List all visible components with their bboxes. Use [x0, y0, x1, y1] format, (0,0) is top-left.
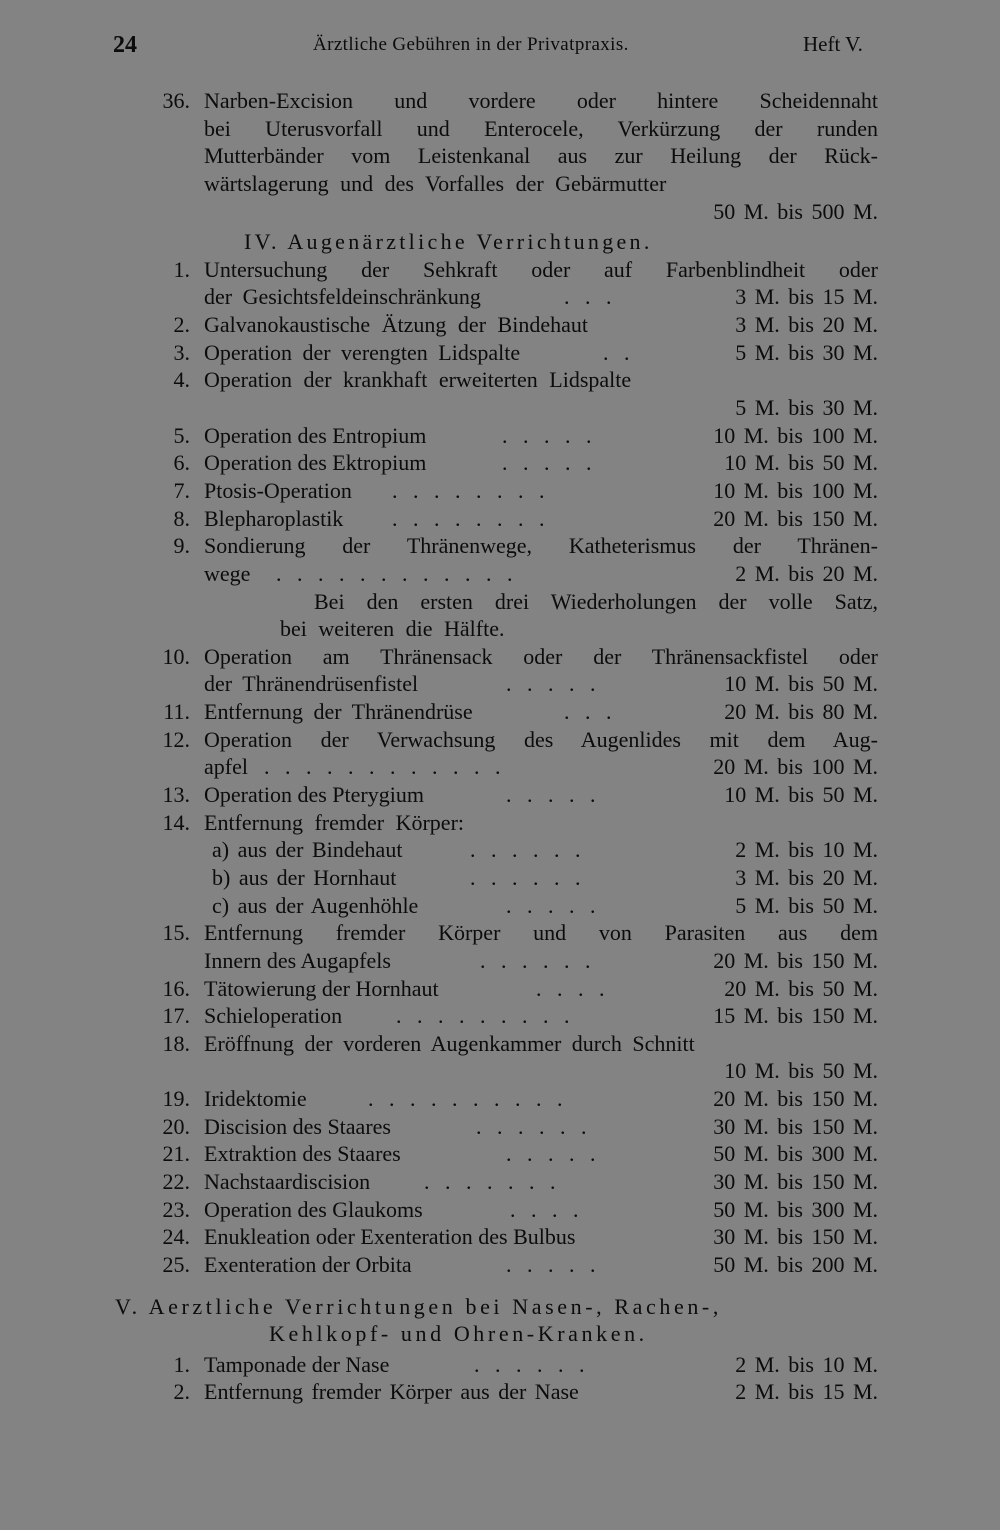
entry-line: [0, 1002, 1000, 1030]
section-heading: [0, 228, 1000, 256]
entry-line: [0, 1030, 1000, 1058]
leader-dots: . . . . .: [502, 422, 597, 448]
entry-fee: 10 M. bis 100 M.: [713, 477, 878, 503]
entry-number: 12.: [162, 726, 190, 752]
sub-entry: [0, 836, 1000, 864]
section-heading: [0, 1320, 1000, 1348]
page-body: [0, 87, 1000, 1406]
entry-fee: 3 M. bis 20 M.: [735, 312, 878, 338]
entry-fee: 2 M. bis 10 M.: [735, 837, 878, 863]
entry-line: [0, 449, 1000, 477]
entry-line: [0, 781, 1000, 809]
entry-text: Entfernung fremder Körper und von Parasiten aus dem: [204, 920, 878, 946]
sub-entry: [0, 892, 1000, 920]
entry-number: 7.: [173, 477, 190, 503]
entry-number: 25.: [162, 1251, 190, 1277]
entry-line: [0, 311, 1000, 339]
entry-number: 11.: [163, 699, 190, 725]
entry-number: 1.: [173, 256, 190, 282]
entry-text: Ptosis-Operation: [204, 477, 352, 503]
leader-dots: . . . . . .: [470, 864, 586, 890]
entry-fee: 2 M. bis 20 M.: [735, 560, 878, 586]
leader-dots: . .: [603, 339, 635, 365]
entry-text: bei Uterusvorfall und Enterocele, Verkürzung der runden: [204, 115, 878, 141]
entry-line: [0, 1351, 1000, 1379]
entry-number: 1.: [173, 1351, 190, 1377]
entry-fee: 30 M. bis 150 M.: [713, 1113, 878, 1139]
entry-fee: 10 M. bis 50 M.: [724, 1058, 878, 1084]
entry-line: [0, 505, 1000, 533]
leader-dots: . . . . . . . . . . . .: [264, 754, 506, 780]
leader-dots: . . . . . . . .: [392, 477, 550, 503]
entry-number: 17.: [162, 1003, 190, 1029]
entry-text: Operation des Entropium: [204, 422, 427, 448]
entry-text: Innern des Augapfels: [204, 947, 391, 973]
entry-text: Iridektomie: [204, 1086, 307, 1112]
running-header: [0, 32, 1000, 62]
entry-fee: 20 M. bis 80 M.: [724, 699, 878, 725]
page-number: 24: [113, 32, 137, 58]
entry-fee: 30 M. bis 150 M.: [713, 1168, 878, 1194]
entry-number: 6.: [173, 450, 190, 476]
entry-number: 24.: [162, 1224, 190, 1250]
entry-text: Discision des Staares: [204, 1113, 391, 1139]
entry-text: Tamponade der Nase: [204, 1351, 390, 1377]
entry-line: [0, 1378, 1000, 1406]
entry-fee: 10 M. bis 50 M.: [724, 671, 878, 697]
entry-number: 13.: [162, 782, 190, 808]
entry-line: [0, 477, 1000, 505]
entry-text: Galvanokaustische Ätzung der Bindehaut: [204, 312, 588, 338]
leader-dots: . . . . . .: [480, 947, 596, 973]
entry-fee: 20 M. bis 150 M.: [713, 947, 878, 973]
sub-entry-text: b) aus der Hornhaut: [212, 864, 397, 890]
note-text: bei weiteren die Hälfte.: [280, 616, 505, 642]
entry-line: [0, 753, 1000, 781]
entry-line: [0, 947, 1000, 975]
leader-dots: . . . . . . . . . .: [368, 1086, 568, 1112]
entry-number: 2.: [173, 1379, 190, 1405]
entry-line: [0, 170, 1000, 198]
entry-line: [0, 1140, 1000, 1168]
leader-dots: . . . . . .: [470, 837, 586, 863]
running-title: Ärztliche Gebühren in der Privatpraxis.: [313, 34, 629, 55]
entry-number: 15.: [162, 920, 190, 946]
entry-number: 20.: [162, 1113, 190, 1139]
entry-text: Operation am Thränensack oder der Thränensackfistel oder: [204, 643, 878, 669]
entry-line: [0, 1113, 1000, 1141]
sub-entry-text: a) aus der Bindehaut: [212, 837, 403, 863]
entry-fee: 50 M. bis 200 M.: [713, 1251, 878, 1277]
entry-text: der Gesichtsfeldeinschränkung: [204, 284, 481, 310]
entry-number: 14.: [162, 809, 190, 835]
leader-dots: . . . . . . . . . . . .: [276, 560, 518, 586]
entry-line: [0, 1168, 1000, 1196]
entry-line: [0, 809, 1000, 837]
entry-number: 22.: [162, 1168, 190, 1194]
entry-line: [0, 670, 1000, 698]
entry-fee: 5 M. bis 30 M.: [735, 339, 878, 365]
entry-text: Tätowierung der Hornhaut: [204, 975, 439, 1001]
entry-text: Schieloperation: [204, 1003, 343, 1029]
section-title-continued: Kehlkopf- und Ohren-Kranken.: [269, 1321, 648, 1347]
entry-fee: 50 M. bis 300 M.: [713, 1141, 878, 1167]
entry-fee: 20 M. bis 150 M.: [713, 1086, 878, 1112]
entry-fee: 2 M. bis 15 M.: [735, 1379, 878, 1405]
entry-number: 23.: [162, 1196, 190, 1222]
entry-fee: 5 M. bis 30 M.: [735, 395, 878, 421]
section-title: IV. Augenärztliche Verrichtungen.: [244, 229, 653, 255]
entry-line: [0, 115, 1000, 143]
entry-text: der Thränendrüsenfistel: [204, 671, 419, 697]
entry-number: 18.: [162, 1030, 190, 1056]
entry-line: [0, 394, 1000, 422]
leader-dots: . . . . . . . .: [392, 505, 550, 531]
entry-text: Eröffnung der vorderen Augenkammer durch Schnitt: [204, 1030, 695, 1056]
entry-line: [0, 198, 1000, 226]
entry-fee: 50 M. bis 500 M.: [713, 198, 878, 224]
entry-text: apfel: [204, 754, 248, 780]
entry-line: [0, 1057, 1000, 1085]
entry-line: [0, 87, 1000, 115]
entry-number: 3.: [173, 339, 190, 365]
entry-number: 21.: [162, 1141, 190, 1167]
leader-dots: . . . .: [510, 1196, 584, 1222]
entry-text: Exenteration der Orbita: [204, 1251, 412, 1277]
entry-number: 10.: [162, 643, 190, 669]
note-text: Bei den ersten drei Wiederholungen der volle Satz,: [314, 588, 878, 614]
entry-line: [0, 919, 1000, 947]
entry-line: [0, 1196, 1000, 1224]
entry-fee: 50 M. bis 300 M.: [713, 1196, 878, 1222]
leader-dots: . . . . .: [506, 1141, 601, 1167]
entry-fee: 10 M. bis 50 M.: [724, 782, 878, 808]
entry-number: 8.: [173, 505, 190, 531]
entry-fee: 5 M. bis 50 M.: [735, 892, 878, 918]
entry-number: 19.: [162, 1086, 190, 1112]
leader-dots: . . . . . .: [476, 1113, 592, 1139]
entry-line: [0, 560, 1000, 588]
entry-line: [0, 422, 1000, 450]
entry-text: Untersuchung der Sehkraft oder auf Farbenblindheit oder: [204, 256, 878, 282]
entry-line: [0, 643, 1000, 671]
leader-dots: . . . . .: [506, 782, 601, 808]
entry-fee: 2 M. bis 10 M.: [735, 1351, 878, 1377]
entry-note: [0, 588, 1000, 616]
entry-text: Sondierung der Thränenwege, Katheterismus der Thränen-: [204, 533, 878, 559]
leader-dots: . . . . . . .: [424, 1168, 561, 1194]
entry-text: Entfernung fremder Körper:: [204, 809, 465, 835]
entry-line: [0, 1085, 1000, 1113]
entry-text: Entfernung der Thränendrüse: [204, 699, 473, 725]
entry-fee: 20 M. bis 100 M.: [713, 754, 878, 780]
entry-line: [0, 1223, 1000, 1251]
entry-text: Nachstaardiscision: [204, 1168, 371, 1194]
entry-text: Mutterbänder vom Leistenkanal aus zur Heilung der Rück-: [204, 143, 878, 169]
entry-fee: 30 M. bis 150 M.: [713, 1224, 878, 1250]
entry-fee: 3 M. bis 20 M.: [735, 864, 878, 890]
sub-entry: [0, 864, 1000, 892]
entry-text: Extraktion des Staares: [204, 1141, 401, 1167]
entry-line: [0, 698, 1000, 726]
entry-line: [0, 339, 1000, 367]
entry-line: [0, 975, 1000, 1003]
leader-dots: . . . . .: [506, 892, 601, 918]
entry-fee: 3 M. bis 15 M.: [735, 284, 878, 310]
entry-fee: 10 M. bis 100 M.: [713, 422, 878, 448]
entry-number: 5.: [173, 422, 190, 448]
entry-line: [0, 726, 1000, 754]
entry-text: Narben-Excision und vordere oder hintere Scheidennaht: [204, 88, 878, 113]
leader-dots: . . . . .: [506, 671, 601, 697]
issue-label: Heft V.: [803, 32, 863, 56]
entry-line: [0, 366, 1000, 394]
section-heading: [0, 1293, 1000, 1321]
entry-number: 4.: [173, 367, 190, 393]
section-title: V. Aerztliche Verrichtungen bei Nasen-, Rachen-,: [115, 1293, 722, 1319]
entry-fee: 15 M. bis 150 M.: [713, 1003, 878, 1029]
leader-dots: . . .: [564, 284, 617, 310]
leader-dots: . . . . . . . . .: [396, 1003, 575, 1029]
entry-note: [0, 615, 1000, 643]
entry-number: 9.: [173, 533, 190, 559]
entry-text: wärtslagerung und des Vorfalles der Gebärmutter: [204, 170, 667, 196]
entry-text: Blepharoplastik: [204, 505, 344, 531]
entry-fee: 10 M. bis 50 M.: [724, 450, 878, 476]
entry-text: Operation der krankhaft erweiterten Lidspalte: [204, 367, 632, 393]
entry-text: Operation des Glaukoms: [204, 1196, 423, 1222]
entry-number: 36.: [162, 88, 190, 113]
entry-text: Entfernung fremder Körper aus der Nase: [204, 1379, 579, 1405]
entry-text: wege: [204, 560, 251, 586]
entry-line: [0, 283, 1000, 311]
entry-line: [0, 256, 1000, 284]
entry-fee: 20 M. bis 50 M.: [724, 975, 878, 1001]
entry-line: [0, 1251, 1000, 1279]
entry-text: Operation der verengten Lidspalte: [204, 339, 521, 365]
entry-text: Operation des Pterygium: [204, 782, 424, 808]
entry-text: Operation der Verwachsung des Augenlides mit dem Aug-: [204, 726, 878, 752]
entry-text: Enukleation oder Exenteration des Bulbus: [204, 1224, 576, 1250]
entry-text: Operation des Ektropium: [204, 450, 427, 476]
leader-dots: . . .: [564, 699, 617, 725]
leader-dots: . . . . . .: [474, 1351, 590, 1377]
entry-number: 16.: [162, 975, 190, 1001]
leader-dots: . . . . .: [506, 1251, 601, 1277]
entry-number: 2.: [173, 312, 190, 338]
leader-dots: . . . .: [536, 975, 610, 1001]
entry-fee: 20 M. bis 150 M.: [713, 505, 878, 531]
sub-entry-text: c) aus der Augenhöhle: [212, 892, 419, 918]
leader-dots: . . . . .: [502, 450, 597, 476]
entry-line: [0, 142, 1000, 170]
entry-line: [0, 532, 1000, 560]
